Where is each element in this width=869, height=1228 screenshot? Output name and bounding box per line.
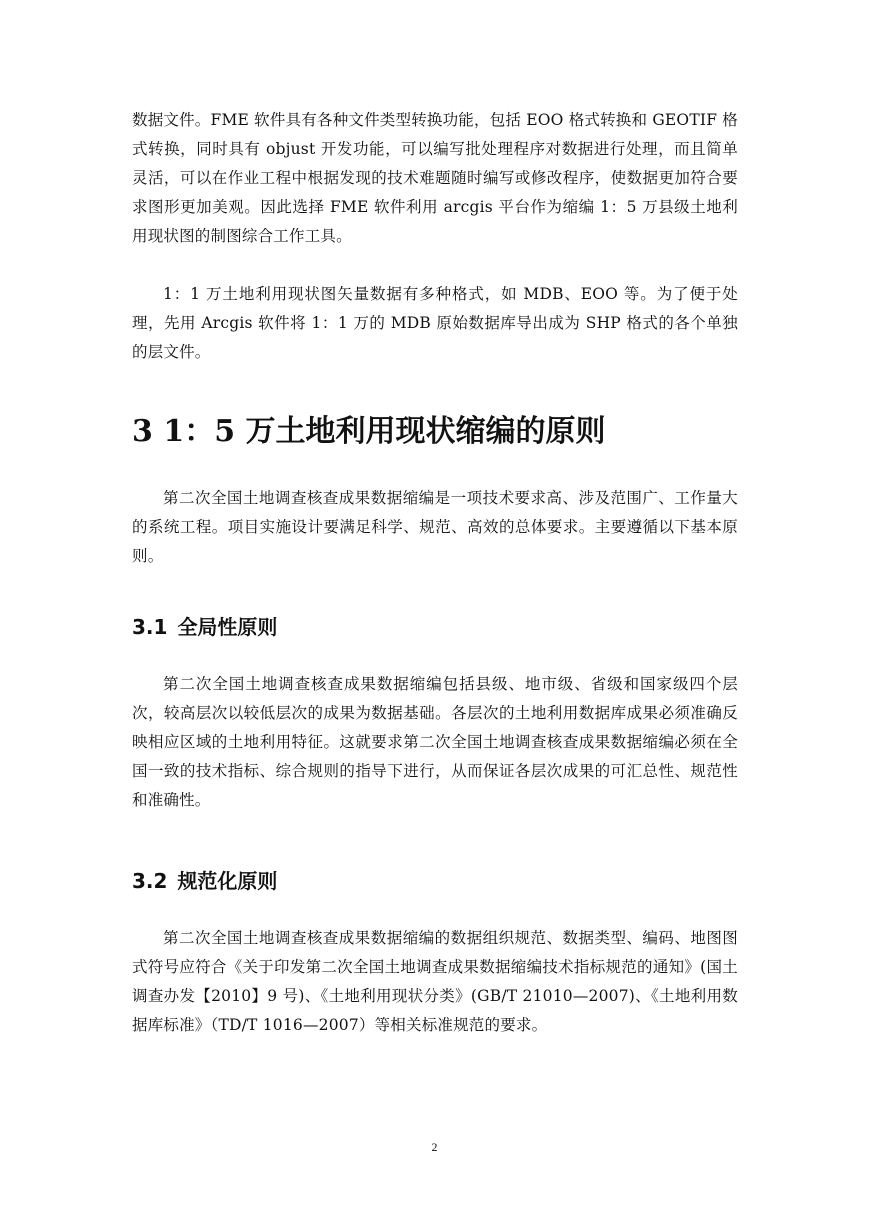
section-3-paragraph: 第二次全国土地调查核查成果数据缩编是一项技术要求高、涉及范围广、工作量大的系统工程。项目实施设计要满足科学、规范、高效的总体要求。主要遵循以下基本原则。 bbox=[132, 489, 738, 565]
section-3-1-paragraph: 第二次全国土地调查核查成果数据缩编包括县级、地市级、省级和国家级四个层次，较高层次以较低层次的成果为数据基础。各层次的土地利用数据库成果必须准确反映相应区域的土地利用特征。这就要求第二次全国土地调查核查成果数据缩编必须在全国一致的技术指标、综合规则的指导下进行，从而保证各层次成果的可汇总性、规范性和准确性。 bbox=[132, 675, 738, 809]
section-3-1-number: 3.1 bbox=[132, 615, 168, 639]
intro-paragraph-2: 1：1 万土地利用现状图矢量数据有多种格式，如 MDB、EOO 等。为了便于处理，先用 Arcgis 软件将 1：1 万的 MDB 原始数据库导出成为 SHP 格式的各个单独的层文件。 bbox=[132, 285, 738, 361]
page-number: 2 bbox=[431, 1140, 438, 1154]
intro-paragraph-1: 数据文件。FME 软件具有各种文件类型转换功能，包括 EOO 格式转换和 GEOTIF 格式转换，同时具有 objust 开发功能，可以编写批处理程序对数据进行处理，而且简单灵活，可以在作业工程中根据发现的技术难题随时编写或修改程序，使数据更加符合要求图形更加美观。因此选择 FME 软件利用 arcgis 平台作为缩编 1：5 万县级土地利用现状图的制图综合工作工具。 bbox=[132, 111, 738, 245]
section-3-2-paragraph: 第二次全国土地调查核查成果数据缩编的数据组织规范、数据类型、编码、地图图式符号应符合《关于印发第二次全国土地调查成果数据缩编技术指标规范的通知》(国土调查办发【2010】9 号)、《土地利用现状分类》(GB/T 21010—2007)、《土地利用数据库标准》（TD/T 1016—2007）等相关标准规范的要求。 bbox=[132, 929, 738, 1034]
section-3-2-heading bbox=[132, 866, 277, 896]
section-3-1-title: 全局性原则 bbox=[177, 615, 278, 639]
section-3-2-number: 3.2 bbox=[132, 869, 168, 893]
section-3-1-heading bbox=[132, 612, 277, 642]
section-3-2-title: 规范化原则 bbox=[177, 869, 278, 893]
section-3-heading: 3 1：5 万土地利用现状缩编的原则 bbox=[132, 414, 606, 449]
